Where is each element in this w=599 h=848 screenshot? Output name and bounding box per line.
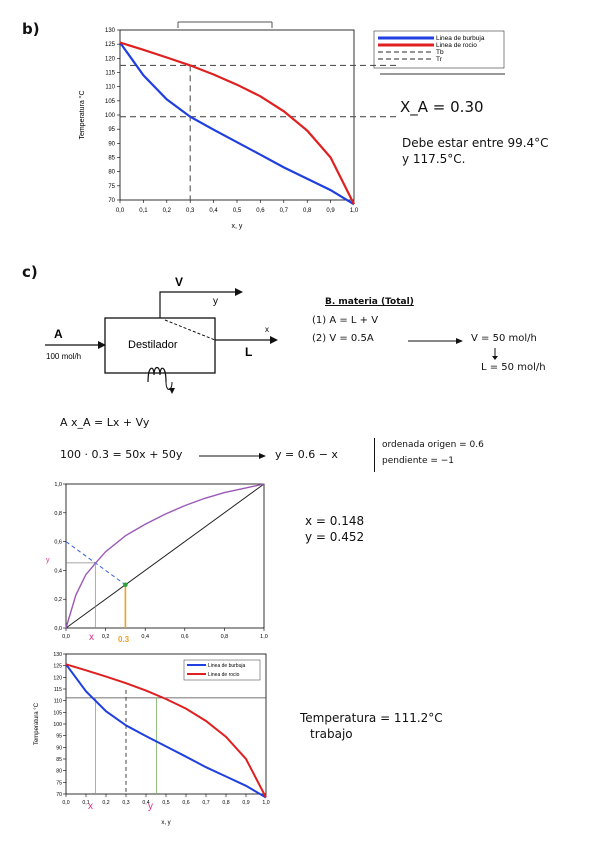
result-L: L = 50 mol/h (481, 362, 546, 373)
y-tick-label: 70 (56, 792, 62, 798)
temp-note-1: Temperatura = 111.2°C (300, 711, 443, 725)
x-tick-label: 0,0 (62, 800, 70, 806)
x-tick-label: 0,0 (115, 208, 125, 214)
y-tick-label: 75 (56, 780, 62, 787)
y-tick-label: 120 (104, 56, 115, 63)
x-tick-label: 0,6 (256, 208, 265, 214)
arrow-down (490, 347, 500, 361)
label-x: x (265, 325, 269, 334)
result-V: V = 50 mol/h (471, 333, 537, 344)
y-tick-label: 115 (53, 687, 62, 693)
x-tick-label: 0,8 (220, 634, 229, 640)
x-tick-label: 0,6 (182, 800, 190, 806)
legend-bubble: Linea de burbuja (436, 35, 485, 42)
note-range-2: y 117.5°C. (402, 152, 466, 166)
legend-dew: Linea de rocio (208, 672, 240, 678)
chart-temperature-composition-c (32, 650, 282, 828)
divider (374, 438, 375, 472)
y-tick-label: 80 (108, 169, 115, 176)
x-tick-label: 0,1 (82, 800, 90, 806)
distiller-diagram (40, 270, 290, 400)
ylabel: y (46, 557, 50, 564)
plot-frame (120, 30, 354, 200)
y-tick-label: 85 (108, 155, 115, 162)
note-range-1: Debe estar entre 99.4°C (402, 136, 549, 150)
mark-y: y (148, 801, 153, 812)
y-tick-label: 110 (53, 698, 62, 705)
balance-eq1: (1) A = L + V (312, 315, 379, 326)
x-tick-label: 0,4 (209, 208, 218, 214)
x-tick-label: 0,0 (62, 634, 70, 640)
y-tick-label: 130 (53, 652, 62, 658)
y-tick-label: 105 (53, 710, 62, 717)
xlabel: x, y (161, 820, 171, 826)
y-tick-label: 90 (108, 141, 115, 148)
feed-rate: 100 mol/h (46, 352, 82, 361)
x-tick-label: 0,5 (232, 208, 242, 214)
x-tick-label: 0,9 (242, 800, 250, 806)
intercept-note: ordenada origen = 0.6 (382, 440, 484, 450)
xlabel: x, y (231, 223, 243, 230)
y-tick-label: 115 (105, 70, 115, 77)
section-b-label: b) (22, 20, 40, 38)
x-tick-label: 0,5 (162, 800, 170, 806)
y-tick-label: 105 (104, 98, 115, 105)
legend-tr: Tr (436, 56, 442, 63)
y-tick-label: 100 (53, 722, 62, 728)
ylabel: Temperatura °C (79, 90, 86, 140)
label-L: L (245, 345, 253, 359)
legend-bubble: Linea de burbuja (208, 663, 246, 669)
slope-note: pendiente = −1 (382, 456, 455, 466)
y-tick-label: 125 (104, 42, 115, 49)
chart-temperature-composition-b (60, 18, 520, 238)
x-tick-label: 0,4 (141, 634, 150, 640)
legend (374, 31, 504, 68)
x-tick-label: 1,0 (262, 800, 270, 806)
x-tick-label: 0,7 (279, 208, 288, 214)
mark-03: 0.3 (118, 635, 130, 644)
y-tick-label: 0,4 (54, 568, 62, 575)
x-tick-label: 1,0 (349, 208, 359, 214)
y-tick-label: 70 (108, 198, 115, 204)
y-tick-label: 80 (56, 768, 62, 775)
temp-note-2: trabajo (310, 727, 353, 741)
result-y: y = 0.452 (305, 530, 365, 544)
y-tick-label: 130 (104, 28, 115, 34)
x-tick-label: 0,3 (186, 208, 195, 214)
x-tick-label: 0,8 (222, 800, 230, 806)
unit-name: Destilador (128, 339, 178, 351)
x-tick-label: 0,2 (101, 634, 110, 640)
y-tick-label: 90 (56, 745, 62, 752)
y-tick-label: 85 (56, 757, 62, 763)
y-tick-label: 0,0 (54, 626, 62, 632)
component-balance: A x_A = Lx + Vy (60, 416, 150, 429)
x-tick-label: 0,2 (102, 800, 110, 806)
y-tick-label: 95 (56, 733, 62, 740)
legend (184, 660, 260, 680)
x-tick-label: 0,1 (139, 208, 148, 214)
legend-tb: Tb (436, 49, 444, 56)
x-tick-label: 0,3 (122, 800, 130, 806)
y-tick-label: 100 (104, 113, 115, 119)
balance-title: B. materia (Total) (325, 297, 414, 307)
y-tick-label: 0,6 (54, 539, 62, 546)
arrow-substitution (197, 451, 269, 461)
x-tick-label: 0,9 (326, 208, 335, 214)
mark-x: x (89, 632, 94, 643)
note-xa: X_A = 0.30 (400, 98, 484, 116)
x-tick-label: 0,2 (162, 208, 171, 214)
y-tick-label: 95 (108, 127, 115, 134)
x-tick-label: 1,0 (260, 634, 268, 640)
x-tick-label: 0,4 (142, 800, 150, 806)
legend-dew: Linea de rocio (436, 42, 477, 49)
y-tick-label: 125 (53, 663, 62, 670)
x-tick-label: 0,6 (180, 634, 189, 640)
y-tick-label: 75 (108, 183, 115, 190)
mark-x: x (88, 801, 93, 812)
section-c-label: c) (22, 263, 38, 281)
chart-equilibrium-xy (40, 478, 290, 648)
arrow-eq2 (406, 336, 466, 346)
x-tick-label: 0,7 (202, 800, 210, 806)
label-A: A (54, 327, 63, 341)
substitution-right: y = 0.6 − x (275, 448, 338, 461)
result-x: x = 0.148 (305, 514, 365, 528)
x-tick-label: 0,8 (303, 208, 312, 214)
substitution-left: 100 · 0.3 = 50x + 50y (60, 448, 183, 461)
y-tick-label: 1,0 (54, 482, 62, 488)
vapor-line (160, 292, 235, 318)
balance-eq2: (2) V = 0.5A (312, 333, 374, 344)
label-y: y (213, 296, 218, 307)
y-tick-label: 110 (105, 84, 115, 91)
label-V: V (175, 275, 184, 289)
y-tick-label: 0,8 (54, 510, 62, 517)
feed-point (123, 583, 128, 588)
y-tick-label: 120 (53, 675, 62, 682)
ylabel: Temperatura °C (34, 702, 40, 746)
y-tick-label: 0,2 (54, 597, 62, 604)
